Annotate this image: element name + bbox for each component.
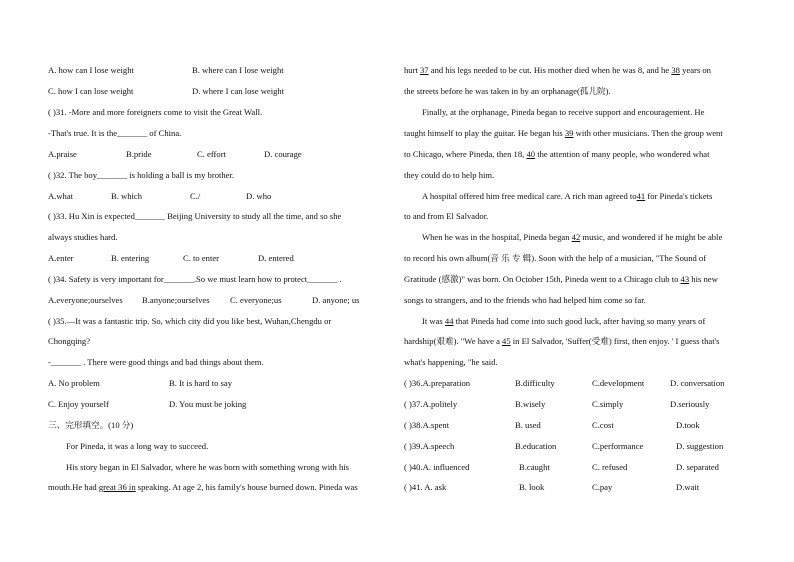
q33-option-a: A.enter	[48, 253, 74, 263]
passage-line	[422, 316, 705, 327]
passage-line	[422, 191, 712, 202]
blank-38: 38	[671, 65, 680, 75]
q31-option-d: D. courage	[264, 149, 302, 159]
q35-option-d: D. You must be joking	[169, 399, 247, 409]
q36-option-d: D. conversation	[670, 378, 725, 388]
passage-line: to and from El Salvador.	[404, 211, 489, 221]
q30-option-a: A. how can I lose weight	[48, 65, 134, 75]
q32-option-a: A.what	[48, 191, 74, 201]
q38-option-a: ( )38.A.spent	[404, 420, 450, 430]
q33-line2: always studies hard.	[48, 232, 118, 242]
q35-line3: -_______ . There were good things and bad things about them.	[48, 357, 264, 367]
q33-option-c: C. to enter	[183, 253, 220, 263]
passage-text: taught himself to play the guitar. He began his	[404, 128, 563, 138]
q35-option-c: C. Enjoy yourself	[48, 399, 109, 409]
blank-40: 40	[526, 149, 536, 159]
q34-option-c: C. everyone;us	[230, 295, 282, 305]
blank-37: 37	[420, 65, 429, 75]
passage-line: the streets before he was taken in by an orphanage(孤儿院).	[404, 86, 611, 96]
q40-option-d: D. separated	[676, 462, 719, 472]
q41-option-b: B. look	[519, 482, 545, 492]
q38-option-d: D.took	[676, 420, 700, 430]
q34-option-d: D. anyone; us	[312, 295, 360, 305]
passage-text: with other musicians. Then the group went	[575, 128, 723, 138]
q31-option-a: A.praise	[48, 149, 77, 159]
passage-paragraph-1: For Pineda, it was a long way to succeed.	[66, 441, 209, 451]
passage-line	[404, 274, 718, 285]
blank-42: 42	[571, 232, 581, 242]
q39-option-b: B.education	[515, 441, 557, 451]
passage-line: what's happening, "he said.	[404, 357, 498, 367]
q32-option-c: C./	[190, 191, 201, 201]
section-heading: 三、完形填空。(10 分)	[48, 420, 134, 430]
passage-text: hardship(艰难). "We have a	[404, 336, 500, 346]
q35-stem: ( )35.—It was a fantastic trip. So, which city did you like best, Wuhan,Chengdu or	[48, 316, 332, 326]
passage-line	[404, 336, 720, 347]
q34-option-b: B.anyone;ourselves	[142, 295, 210, 305]
q35-line2: Chongqing?	[48, 336, 91, 346]
passage-text: speaking. At age 2, his family's house burned down. Pineda was	[137, 482, 358, 492]
passage-text: that Pineda had come into such good luck, after having so many years of	[455, 316, 706, 326]
q37-option-a: ( )37.A.politely	[404, 399, 458, 409]
q39-option-c: C.performance	[592, 441, 644, 451]
passage-text: When he was in the hospital, Pineda began	[422, 232, 570, 242]
q34-stem: ( )34. Safety is very important for_______.So we must learn how to protect_______ .	[48, 274, 342, 284]
passage-line	[404, 149, 710, 160]
q32-option-d: D. who	[246, 191, 272, 201]
q35-option-b: B. It is hard to say	[169, 378, 233, 388]
passage-text: his new	[691, 274, 718, 284]
q40-option-b: B.caught	[519, 462, 550, 472]
q41-option-d: D.wait	[676, 482, 700, 492]
passage-line: to record his own album(音 乐 专 辑). Soon with the help of a musician, "The Sound of	[404, 253, 707, 263]
q37-option-b: B.wisely	[515, 399, 546, 409]
q32-stem: ( )32. The boy_______ is holding a ball is my brother.	[48, 170, 235, 180]
q32-option-b: B. which	[111, 191, 143, 201]
passage-text: mouth.He had	[48, 482, 97, 492]
q39-option-d: D. suggestion	[676, 441, 724, 451]
q38-option-c: C.cost	[592, 420, 614, 430]
blank-43: 43	[680, 274, 690, 284]
passage-text: years on	[682, 65, 711, 75]
passage-text: A hospital offered him free medical care. A rich man agreed to	[422, 191, 637, 201]
q31-stem: ( )31. -More and more foreigners come to visit the Great Wall.	[48, 107, 263, 117]
q30-option-b: B. where can I lose weight	[192, 65, 284, 75]
passage-line	[422, 232, 722, 243]
q38-option-b: B. used	[515, 420, 541, 430]
q37-option-d: D.seriously	[670, 399, 710, 409]
q36-option-a: ( )36.A.preparation	[404, 378, 471, 388]
passage-line	[404, 128, 723, 139]
q34-option-a: A.everyone;ourselves	[48, 295, 123, 305]
q36-option-c: C.development	[592, 378, 645, 388]
blank-39: 39	[564, 128, 574, 138]
passage-text: the attention of many people, who wondered what	[537, 149, 710, 159]
q40-option-a: ( )40.A. influenced	[404, 462, 470, 472]
q30-option-c: C. how I can lose weight	[48, 86, 134, 96]
passage-text: for Pineda's tickets	[647, 191, 713, 201]
q41-option-c: C.pay	[592, 482, 613, 492]
passage-text: It was	[422, 316, 443, 326]
passage-paragraph-2-line1: His story began in El Salvador, where he was born with something wrong with his	[66, 462, 349, 472]
passage-text: to Chicago, where Pineda, then 18,	[404, 149, 525, 159]
q30-option-d: D. where I can lose weight	[192, 86, 285, 96]
q33-option-d: D. entered	[258, 253, 294, 263]
q33-stem: ( )33. Hu Xin is expected_______ Beijing University to study all the time, and so she	[48, 211, 342, 221]
passage-text: in El Salvador, 'Suffer(受难) first, then enjoy. ' I guess that's	[512, 336, 720, 346]
blank-41: 41	[636, 191, 646, 201]
q40-option-c: C. refused	[592, 462, 628, 472]
blank-44: 44	[444, 316, 454, 326]
passage-text: Gratitude (感激)" was born. On October 15th, Pineda went to a Chicago club to	[404, 274, 679, 284]
passage-text: and his legs needed to be cut. His mother died when he was 8, and he	[430, 65, 670, 75]
q31-option-c: C. effort	[197, 149, 226, 159]
passage-text: music, and wondered if he might be able	[582, 232, 723, 242]
passage-paragraph-2-line2	[48, 482, 358, 493]
passage-line: songs to strangers, and to the friends who had helped him come so far.	[404, 295, 646, 305]
passage-line	[404, 65, 711, 76]
blank-45: 45	[502, 336, 511, 346]
q31-option-b: B.pride	[126, 149, 152, 159]
q41-option-a: ( )41. A. ask	[404, 482, 447, 492]
q37-option-c: C.simply	[592, 399, 624, 409]
q35-option-a: A. No problem	[48, 378, 100, 388]
passage-line: Finally, at the orphanage, Pineda began to receive support and encouragement. He	[422, 107, 705, 117]
q36-option-b: B.difficulty	[515, 378, 555, 388]
q31-line2: -That's true. It is the_______ of China.	[48, 128, 182, 138]
q33-option-b: B. entering	[111, 253, 150, 263]
passage-text: hurt	[404, 65, 418, 75]
passage-line: they could do to help him.	[404, 170, 495, 180]
blank-36: great 36 in	[98, 482, 136, 492]
q39-option-a: ( )39.A.speech	[404, 441, 455, 451]
